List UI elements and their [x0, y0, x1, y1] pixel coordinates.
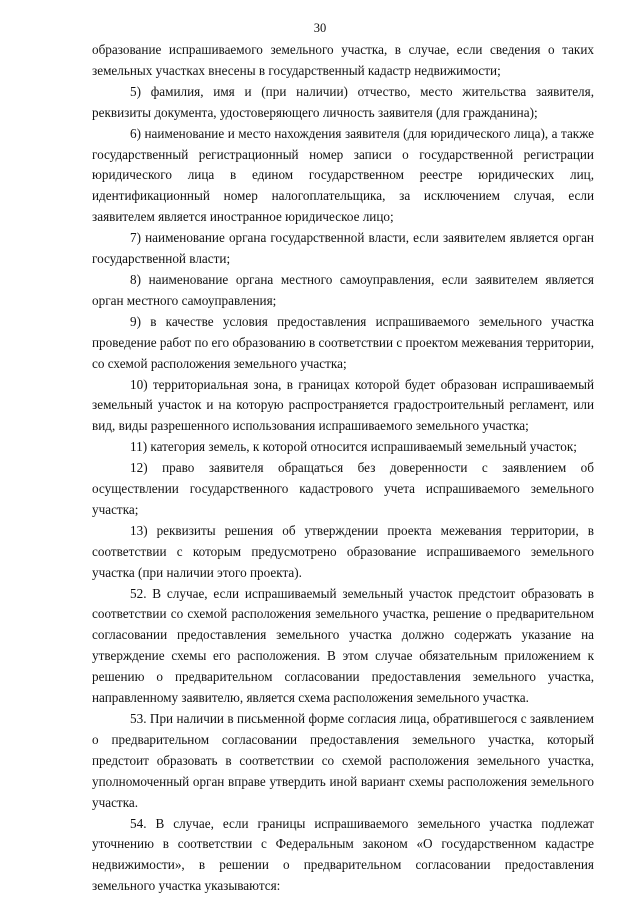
document-body [92, 40, 594, 897]
paragraph-item-12: 12) право заявителя обращаться без доверенности с заявлением об осуществлении государственного кадастрового учета испрашиваемого земельного участка; [92, 460, 594, 517]
paragraph-clause-53: 53. При наличии в письменной форме согласия лица, обратившегося с заявлением о предварительном согласовании предоставления земельного участка, который предстоит образовать в соответствии со схемой расположения земельного участка, уполномоченный орган вправе утвердить иной вариант схемы расположения земельного участка. [92, 711, 594, 810]
paragraph-item-9: 9) в качестве условия предоставления испрашиваемого земельного участка проведение работ по его образованию в соответствии с проектом межевания территории, со схемой расположения земельного участка; [92, 313, 594, 371]
paragraph-item-6: 6) наименование и место нахождения заявителя (для юридического лица), а также государственный регистрационный номер записи о государственной регистрации юридического лица в едином государственном реестре юридических лиц, идентификационный номер налогоплательщика, за исключением случая, если заявителем является иностранное юридическое лицо; [92, 125, 594, 225]
paragraph-item-11: 11) категория земель, к которой относится испрашиваемый земельный участок; [130, 439, 577, 455]
paragraph-continuation: образование испрашиваемого земельного участка, в случае, если сведения о таких земельных участках внесены в государственный кадастр недвижимости; [92, 42, 594, 78]
paragraph-item-7: 7) наименование органа государственной власти, если заявителем является орган государственной власти; [92, 230, 594, 267]
paragraph-clause-52: 52. В случае, если испрашиваемый земельный участок предстоит образовать в соответствии со схемой расположения земельного участка, решение о предварительном согласовании предоставления земельного участка должно содержать указание на утверждение схемы его расположения. В этом случае обязательным приложением к решению о предварительном согласовании предоставления земельного участка, направленному заявителю, является схема расположения земельного участка. [92, 585, 594, 706]
page-number: 30 [313, 21, 327, 35]
paragraph-item-10: 10) территориальная зона, в границах которой будет образован испрашиваемый земельный участок и на которую распространяется градостроительный регламент, или вид, виды разрешенного использования испрашиваемого земельного участка; [92, 376, 594, 434]
paragraph-item-5: 5) фамилия, имя и (при наличии) отчество, место жительства заявителя, реквизиты документа, удостоверяющего личность заявителя (для гражданина); [92, 83, 594, 120]
paragraph-item-8: 8) наименование органа местного самоуправления, если заявителем является орган местного самоуправления; [92, 271, 594, 308]
paragraph-item-13: 13) реквизиты решения об утверждении проекта межевания территории, в соответствии с которым предусмотрено образование испрашиваемого земельного участка (при наличии этого проекта). [92, 522, 594, 580]
paragraph-clause-54: 54. В случае, если границы испрашиваемого земельного участка подлежат уточнению в соответствии с Федеральным законом «О государственном кадастре недвижимости», в решении о предварительном согласовании предоставления земельного участка указываются: [92, 815, 594, 894]
